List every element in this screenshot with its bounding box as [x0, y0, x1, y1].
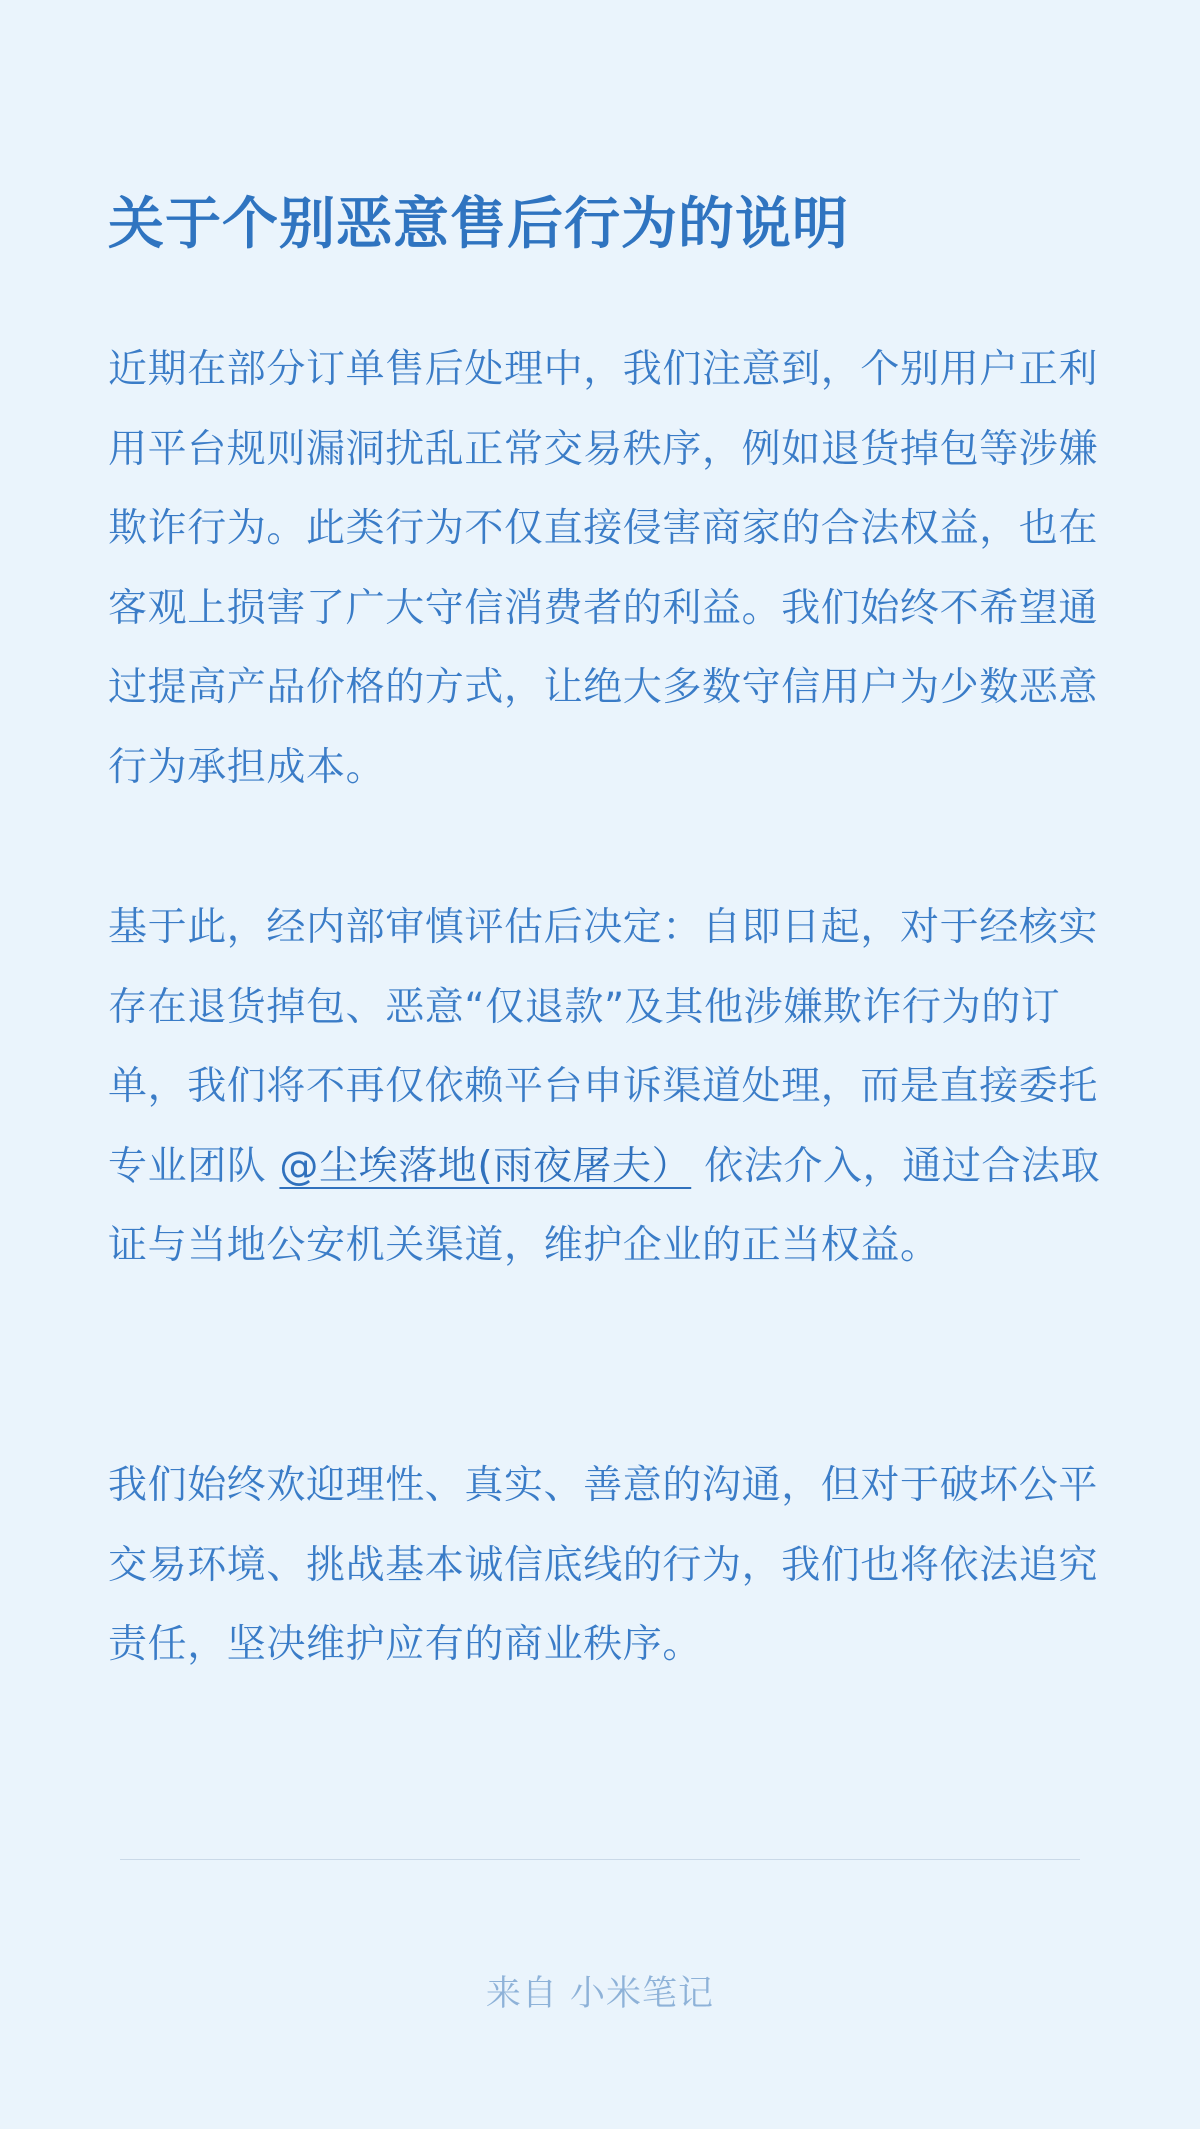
- paragraph-2: [108, 888, 1103, 1286]
- note-title: 关于个别恶意售后行为的说明: [108, 192, 849, 257]
- paragraph-2-text-after: 依法介入，通过合法取证与当地公安机关渠道，维护企业的正当权益。: [108, 1143, 1101, 1268]
- paragraph-2-text-before: 基于此，经内部审慎评估后决定：自即日起，对于经核实存在退货掉包、恶意“仅退款”及其他涉嫌欺诈行为的订单，我们将不再仅依赖平台申诉渠道处理，而是直接委托专业团队: [108, 905, 1099, 1189]
- paragraph-1: 近期在部分订单售后处理中，我们注意到，个别用户正利用平台规则漏洞扰乱正常交易秩序，例如退货掉包等涉嫌欺诈行为。此类行为不仅直接侵害商家的合法权益，也在客观上损害了广大守信消费者的利益。我们始终不希望通过提高产品价格的方式，让绝大多数守信用户为少数恶意行为承担成本。: [108, 347, 1099, 790]
- source-footer: 来自 小米笔记: [485, 1974, 715, 2014]
- paragraph-3: 我们始终欢迎理性、真实、善意的沟通，但对于破坏公平交易环境、挑战基本诚信底线的行为，我们也将依法追究责任，坚决维护应有的商业秩序。: [108, 1463, 1099, 1667]
- footer-divider: [120, 1859, 1080, 1860]
- mention-link[interactable]: @尘埃落地(雨夜屠夫）: [279, 1143, 692, 1189]
